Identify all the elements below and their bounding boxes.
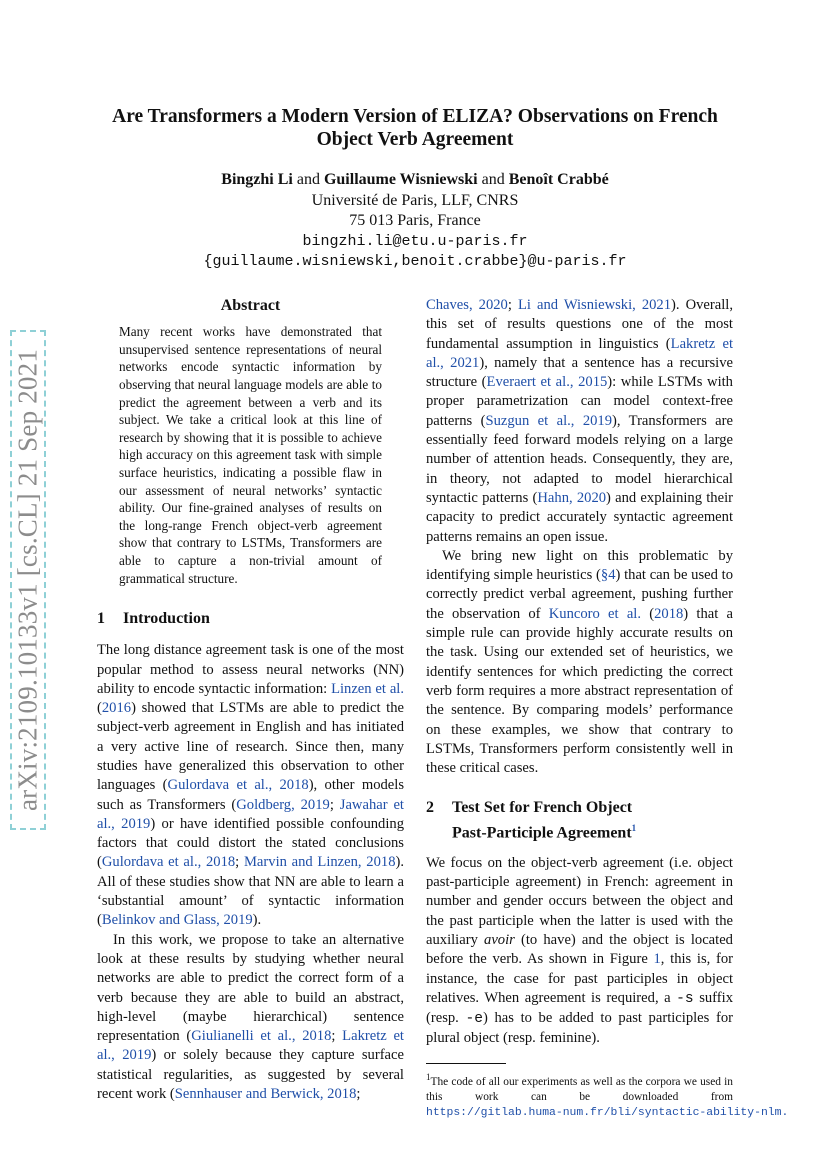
author-name: Guillaume Wisniewski <box>323 171 478 188</box>
inline-code: -s <box>676 990 694 1007</box>
section-reference-link[interactable]: §4 <box>600 567 616 584</box>
title-line-2: Object Verb Agreement <box>316 129 514 150</box>
arxiv-identifier[interactable]: arXiv:2109.10133v1 [cs.CL] 21 Sep 2021 <box>12 348 43 812</box>
affiliation: Université de Paris, LLF, CNRS <box>311 191 519 209</box>
section-title: Test Set for French Object Past-Participle Agreement$^1$ <box>452 799 637 842</box>
author-names <box>90 170 740 191</box>
footnote: $^1$The code of all our experiments as well as the corpora we used in this work can be downloaded from https://gitlab.huma-num.fr/bli/syntactic-ability-nlm. <box>426 1071 789 1119</box>
title-line-1: Are Transformers a Modern Version of ELIZA? Observations on French <box>112 106 718 127</box>
citation-link[interactable]: 2018 <box>654 605 684 622</box>
address: 75 013 Paris, France <box>349 212 481 229</box>
section-number: 2 <box>426 799 434 817</box>
section-number: 1 <box>97 610 105 628</box>
citation-link[interactable]: Chaves, 2020 <box>426 297 508 313</box>
section-title: Introduction <box>123 610 210 628</box>
footnote-marker[interactable]: 1 <box>631 823 637 834</box>
paragraph: The long distance agreement task is one of the most popular method to assess neural networks (NN) ability to encode syntactic information: Linzen et al. (2016) showed that LSTMs are able to predict the subject-verb agreement in English and has initiated a very active line of research. Since then, many studies have generalized this observation to other languages (Gulordava et al., 2018), other models such as Transformers (Goldberg, 2019; Jawahar et al., 2019) or have identified possible confounding factors that could distort the stated conclusions (Gulordava et al., 2018; Marvin and Linzen, 2018). All of these studies show that NN are able to learn a ‘substantial amount’ of syntactic information (Belinkov and Glass, 2019). <box>97 642 405 929</box>
paragraph: In this work, we propose to take an alternative look at these results by studying whether neural networks are able to predict the correct form of a verb because they are able to build an abstract, high-level (maybe hierarchical) sentence representation (Giulianelli et al., 2018; Lakretz et al., 2019) or solely because they capture surface statistical regularities, as suggested by several recent work (Sennhauser and Berwick, 2018; <box>97 931 404 1103</box>
left-column <box>97 296 404 1104</box>
citation-link[interactable]: Kuncoro et al. <box>548 605 642 622</box>
citation-link[interactable]: Lakretz et al., 2021 <box>426 335 733 371</box>
paragraph: We bring new light on this problematic by identifying simple heuristics (§4) that can be used to correctly predict verbal agreement, pushing further the observation of Kuncoro et al. (2018) that a simple rule can provide highly accurate results on the task. Using our extended set of heuristics, we identify sentences for which predicting the correct verb form requires a more abstract representation of the sentence. By comparing models’ performance on these examples, we show that contrary to LSTMs, Transformers perform consistently well in these critical cases. <box>426 547 733 777</box>
citation-link[interactable]: Everaert et al., 2015 <box>486 374 608 391</box>
section-heading-introduction <box>97 609 404 629</box>
footnote-number: 1 <box>426 1071 431 1082</box>
inline-code: -e <box>465 1011 483 1028</box>
paper-title <box>90 105 740 151</box>
arxiv-stamp <box>10 330 50 830</box>
citation-link[interactable]: Goldberg, 2019 <box>236 796 330 813</box>
citation-link[interactable]: Sennhauser and Berwick, 2018 <box>174 1086 357 1103</box>
citation-link[interactable]: Linzen et al. <box>331 680 405 697</box>
author-name: Bingzhi Li <box>221 171 293 188</box>
footnote-divider <box>426 1063 506 1064</box>
abstract-heading: Abstract <box>220 297 281 314</box>
citation-link[interactable]: 2016 <box>101 700 132 717</box>
citation-link[interactable]: Jawahar et al., 2019 <box>97 796 404 832</box>
figure-reference-link[interactable]: 1 <box>653 951 661 968</box>
citation-link[interactable]: Marvin and Linzen, 2018 <box>243 854 396 871</box>
citation-link[interactable]: Li and Wisniewski, 2021 <box>517 297 672 313</box>
author-separator: and <box>481 171 505 188</box>
abstract-body: Many recent works have demonstrated that unsupervised sentence representations of neural networks encode syntactic information by observing that neural language models are able to predict the agreement between a verb and its subject. We take a critical look at this line of research by showing that it is possible to achieve high accuracy on this agreement task with simple surface heuristics, indicating a possible flaw in our assessment of neural networks’ syntactic ability. Our fine-grained analyses of results on the long-range French object-verb agreement show that contrary to LSTMs, Transformers are able to capture a non-trivial amount of grammatical structure. <box>119 324 382 586</box>
section-heading-test-set <box>426 798 733 843</box>
author-separator: and <box>296 171 320 188</box>
paragraph: Chaves, 2020; Li and Wisniewski, 2021). Overall, this set of results questions one of the most fundamental assumption in linguistics (Lakretz et al., 2021), namely that a sentence has a recursive structure (Everaert et al., 2015): while LSTMs with proper parametrization can model context-free patterns (Suzgun et al., 2019), Transformers are essentially feed forward models relying on a large number of attention heads. Consequently, they are, in theory, not adapted to model hierarchical syntactic patterns (Hahn, 2020) and explaining their capacity to predict accurately syntactic agreement patterns remains an open issue. <box>426 297 734 545</box>
repository-url-link[interactable]: https://gitlab.huma-num.fr/bli/syntactic-ability-nlm. <box>426 1106 789 1119</box>
citation-link[interactable]: Gulordava et al., 2018 <box>101 854 236 871</box>
author-name: Benoît Crabbé <box>508 171 609 188</box>
paragraph: We focus on the object-verb agreement (i.e. object past-participle agreement) in French: agreement in number and gender occurs between the object and the past participle when the latter is used with the auxiliary avoir (to have) and the object is located before the verb. As shown in Figure 1, this is, for instance, the case for past participles in object relatives. When agreement is required, a -s suffix (resp. -e) has to be added to past participles for plural object (resp. feminine). <box>426 854 734 1047</box>
right-column <box>426 296 789 1121</box>
citation-link[interactable]: Gulordava et al., 2018 <box>167 777 309 794</box>
citation-link[interactable]: Lakretz et al., 2019 <box>97 1028 404 1064</box>
author-block <box>90 170 740 273</box>
citation-link[interactable]: Giulianelli et al., 2018 <box>191 1028 332 1045</box>
citation-link[interactable]: Belinkov and Glass, 2019 <box>101 912 253 929</box>
email: {guillaume.wisniewski,benoit.crabbe}@u-paris.fr <box>203 253 627 270</box>
citation-link[interactable]: Hahn, 2020 <box>537 489 607 506</box>
email: bingzhi.li@etu.u-paris.fr <box>302 232 528 250</box>
citation-link[interactable]: Suzgun et al., 2019 <box>485 412 613 429</box>
